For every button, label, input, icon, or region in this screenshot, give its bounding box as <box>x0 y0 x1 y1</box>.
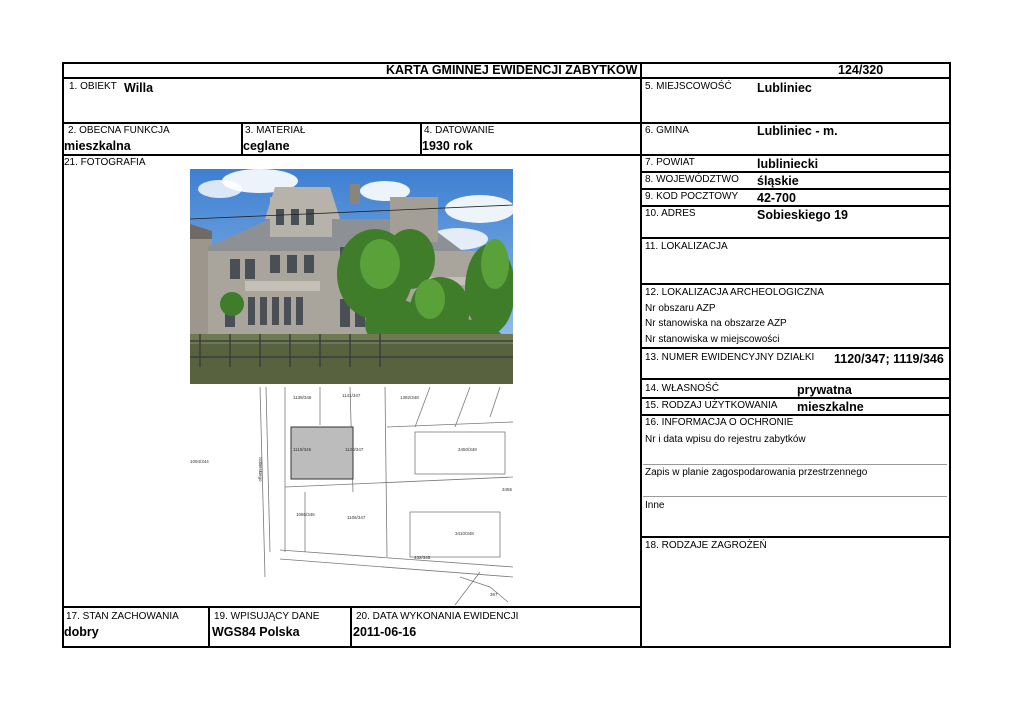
card-title: KARTA GMINNEJ EWIDENCJI ZABYTKÓW <box>386 63 638 77</box>
column-divider <box>208 606 210 648</box>
rejestr-label: Nr i data wpisu do rejestru zabytków <box>645 434 806 445</box>
material-label: 3. MATERIAŁ <box>245 125 306 136</box>
adres-label: 10. ADRES <box>645 208 696 219</box>
stan-label: 17. STAN ZACHOWANIA <box>66 611 179 622</box>
parcel-label: 1106/347 <box>347 515 366 520</box>
parcel-label: 1086/346 <box>296 512 315 517</box>
parcel-label: 367 <box>490 592 498 597</box>
datowanie-label: 4. DATOWANIE <box>424 125 495 136</box>
column-divider <box>640 62 642 648</box>
dzialka-label: 13. NUMER EWIDENCYJNY DZIAŁKI <box>645 352 815 363</box>
archeo-azp-label: Nr obszaru AZP <box>645 303 716 314</box>
obiekt-label: 1. OBIEKT <box>69 81 117 92</box>
parcel-label: 3410/348 <box>455 531 474 536</box>
archeo-stanowisko-miejsc-label: Nr stanowiska w miejscowości <box>645 334 780 345</box>
funkcja-label: 2. OBECNA FUNKCJA <box>68 125 170 136</box>
archeo-label: 12. LOKALIZACJA ARCHEOLOGICZNA <box>645 287 824 298</box>
obiekt-value: Willa <box>124 81 154 95</box>
parcel-label: 1392/348 <box>400 395 419 400</box>
divider <box>641 283 951 285</box>
divider <box>641 378 951 380</box>
divider <box>641 188 951 190</box>
powiat-value: lubliniecki <box>757 157 819 171</box>
divider <box>641 205 951 207</box>
parcel-label: 3455 <box>502 487 513 492</box>
material-value: ceglane <box>243 139 290 153</box>
parcel-label: 1141/347 <box>342 393 361 398</box>
powiat-label: 7. POWIAT <box>645 157 695 168</box>
uzytkowanie-value: mieszkalne <box>797 400 864 414</box>
archeo-stanowisko-azp-label: Nr stanowiska na obszarze AZP <box>645 318 787 329</box>
parcel-label: 1094/344 <box>190 459 209 464</box>
fotografia-label: 21. FOTOGRAFIA <box>64 157 146 168</box>
card-number: 124/320 <box>838 63 884 77</box>
villa-photo <box>190 169 513 384</box>
parcel-label: 1120/347 <box>345 447 364 452</box>
divider <box>643 464 947 465</box>
divider <box>641 171 951 173</box>
parcel-label: 1119/346 <box>293 447 312 452</box>
divider <box>643 496 947 497</box>
miejscowosc-label: 5. MIEJSCOWOŚĆ <box>645 81 732 92</box>
wojewodztwo-label: 8. WOJEWÓDZTWO <box>645 174 739 185</box>
divider <box>641 397 951 399</box>
wlasnosc-value: prywatna <box>797 383 852 397</box>
data-wykonania-label: 20. DATA WYKONANIA EWIDENCJI <box>356 611 519 622</box>
parcel-label: 432/345 <box>414 555 431 560</box>
divider <box>62 77 951 79</box>
dzialka-value: 1120/347; 1119/346 <box>834 352 944 366</box>
cadastral-map <box>190 387 513 605</box>
parcel-label: 1138/346 <box>293 395 312 400</box>
adres-value: Sobieskiego 19 <box>757 208 849 222</box>
street-label: Sobieskiego <box>258 457 263 482</box>
lokalizacja-label: 11. LOKALIZACJA <box>645 241 728 252</box>
divider <box>641 237 951 239</box>
kod-label: 9. KOD POCZTOWY <box>645 191 739 202</box>
wojewodztwo-value: śląskie <box>757 174 799 188</box>
funkcja-value: mieszkalna <box>64 139 131 153</box>
wlasnosc-label: 14. WŁASNOŚĆ <box>645 383 719 394</box>
data-wykonania-value: 2011-06-16 <box>353 625 417 639</box>
parcel-label: 3450/348 <box>458 447 477 452</box>
uzytkowanie-label: 15. RODZAJ UŻYTKOWANIA <box>645 400 778 411</box>
gmina-label: 6. GMINA <box>645 125 689 136</box>
zagrozenia-label: 18. RODZAJE ZAGROŻEŃ <box>645 540 767 551</box>
divider <box>641 347 951 349</box>
kod-value: 42-700 <box>757 191 796 205</box>
wpisujacy-label: 19. WPISUJĄCY DANE <box>214 611 320 622</box>
wpisujacy-value: WGS84 Polska <box>212 625 300 639</box>
divider <box>641 414 951 416</box>
divider <box>62 154 951 156</box>
ochrona-label: 16. INFORMACJA O OCHRONIE <box>645 417 794 428</box>
gmina-value: Lubliniec - m. <box>757 124 838 138</box>
stan-value: dobry <box>64 625 99 639</box>
datowanie-value: 1930 rok <box>422 139 473 153</box>
inne-label: Inne <box>645 500 665 511</box>
divider <box>641 536 951 538</box>
plan-label: Zapis w planie zagospodarowania przestrzennego <box>645 467 868 478</box>
column-divider <box>350 606 352 648</box>
miejscowosc-value: Lubliniec <box>757 81 812 95</box>
